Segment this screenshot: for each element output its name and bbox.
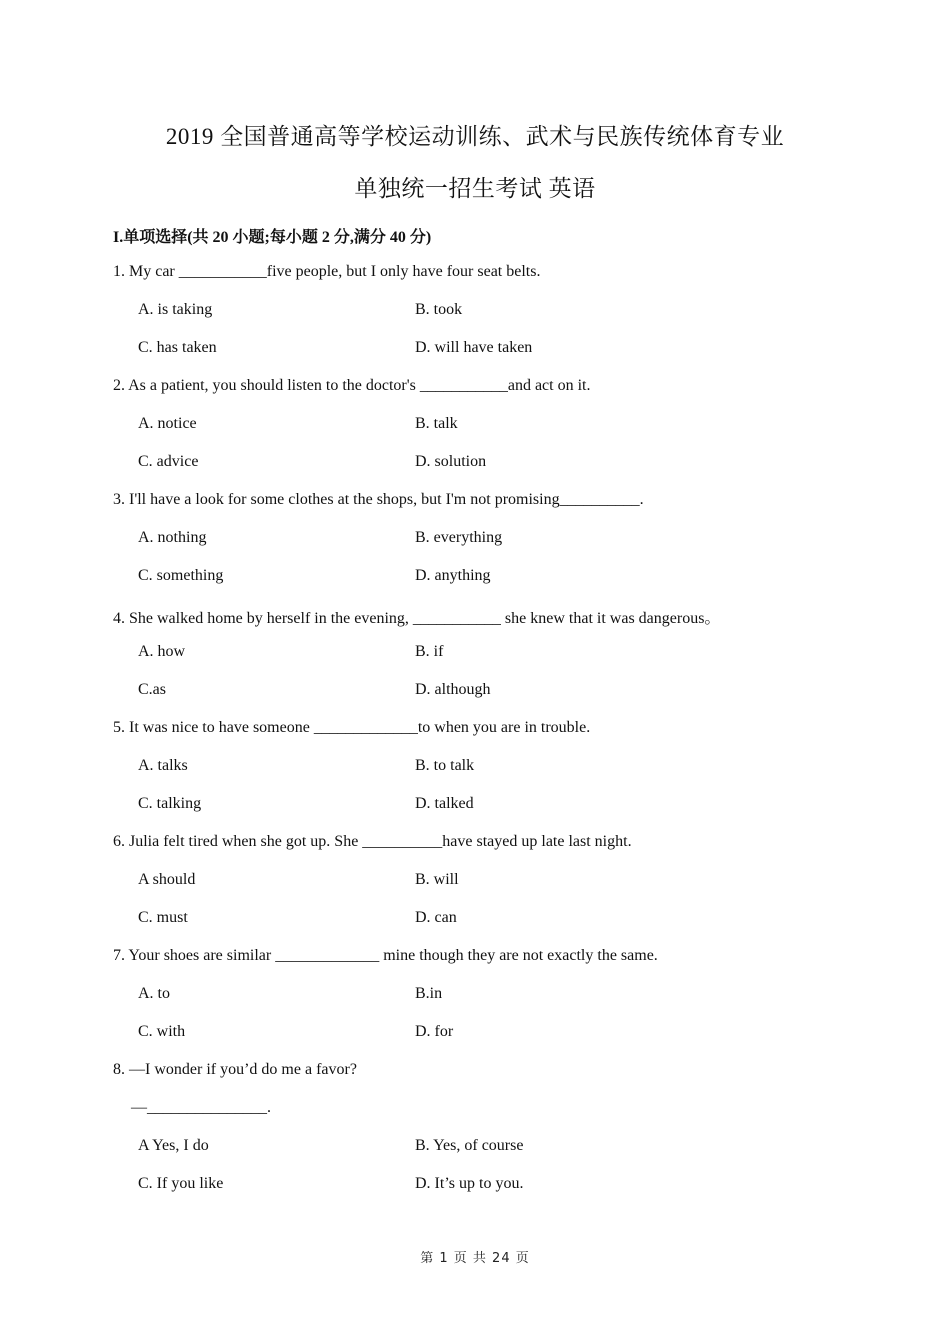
question-3-stem: 3. I'll have a look for some clothes at the shops, but I'm not promising__________. <box>113 491 644 508</box>
section-heading: I.单项选择(共 20 小题;每小题 2 分,满分 40 分) <box>113 229 432 246</box>
question-6-option-b: B. will <box>415 871 459 888</box>
question-3-option-d: D. anything <box>415 567 491 584</box>
question-8-stem: 8. —I wonder if you’d do me a favor? <box>113 1061 357 1078</box>
question-4-option-c: C.as <box>138 681 166 698</box>
question-4-option-a: A. how <box>138 643 186 660</box>
question-5-option-a: A. talks <box>138 757 188 774</box>
question-5-option-c: C. talking <box>138 795 202 812</box>
question-8-option-a: A Yes, I do <box>138 1137 209 1154</box>
page-number-footer: 第 1 页 共 24 页 <box>420 1251 530 1266</box>
question-7-stem: 7. Your shoes are similar _____________ mine though they are not exactly the same. <box>113 947 658 964</box>
question-5-option-b: B. to talk <box>415 757 475 774</box>
question-5-option-d: D. talked <box>415 795 474 812</box>
question-1-option-b: B. took <box>415 301 463 318</box>
question-6-option-c: C. must <box>138 909 188 926</box>
question-2-option-a: A. notice <box>138 415 197 432</box>
question-8-option-d: D. It’s up to you. <box>415 1175 524 1192</box>
question-1-option-d: D. will have taken <box>415 339 533 356</box>
question-3-option-c: C. something <box>138 567 224 584</box>
question-5-stem: 5. It was nice to have someone _____________to when you are in trouble. <box>113 719 591 736</box>
question-7-option-c: C. with <box>138 1023 186 1040</box>
question-8-option-b: B. Yes, of course <box>415 1137 524 1154</box>
question-3-option-a: A. nothing <box>138 529 207 546</box>
question-2-stem: 2. As a patient, you should listen to the doctor's ___________and act on it. <box>113 377 591 394</box>
question-7-option-a: A. to <box>138 985 170 1002</box>
question-4-stem: 4. She walked home by herself in the evening, ___________ she knew that it was dangerous。 <box>113 610 721 627</box>
question-4-option-d: D. although <box>415 681 491 698</box>
question-2-option-b: B. talk <box>415 415 458 432</box>
question-7-option-b: B.in <box>415 985 443 1002</box>
question-3-option-b: B. everything <box>415 529 503 546</box>
question-4-option-b: B. if <box>415 643 444 660</box>
question-2-option-d: D. solution <box>415 453 487 470</box>
question-6-stem: 6. Julia felt tired when she got up. She __________have stayed up late last night. <box>113 833 632 850</box>
question-1-stem: 1. My car ___________five people, but I only have four seat belts. <box>113 263 541 280</box>
question-7-option-d: D. for <box>415 1023 454 1040</box>
question-8-reply-blank: —_______________. <box>131 1099 271 1116</box>
question-6-option-d: D. can <box>415 909 457 926</box>
exam-title-line1: 2019 全国普通高等学校运动训练、武术与民族传统体育专业 <box>165 124 785 149</box>
question-1-option-c: C. has taken <box>138 339 217 356</box>
exam-title-line2: 单独统一招生考试 英语 <box>354 176 596 201</box>
question-6-option-a: A should <box>138 871 196 888</box>
question-1-option-a: A. is taking <box>138 301 213 318</box>
question-2-option-c: C. advice <box>138 453 199 470</box>
question-8-option-c: C. If you like <box>138 1175 224 1192</box>
